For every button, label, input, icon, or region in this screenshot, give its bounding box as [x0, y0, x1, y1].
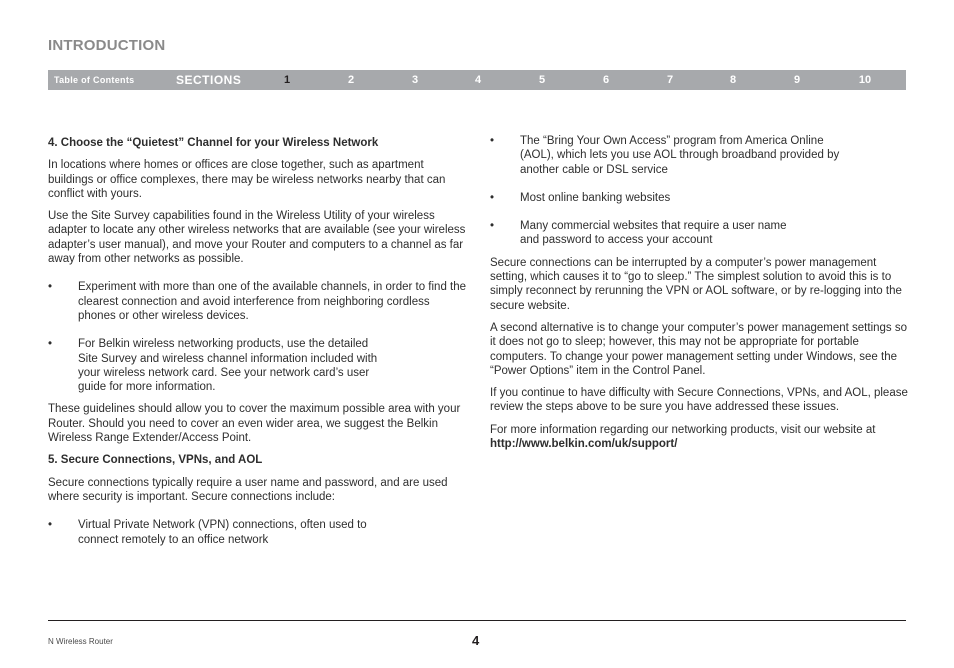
paragraph: These guidelines should allow you to cover the maximum possible area with your Router. Should you need to cover an even wider area, we suggest the Belkin Wireless Range Extender/Access Point.: [48, 403, 461, 445]
bullet-icon: •: [490, 220, 495, 233]
section-link-1[interactable]: 1: [283, 74, 291, 86]
heading-quietest-channel: 4. Choose the “Quietest” Channel for your Wireless Network: [48, 137, 379, 149]
section-nav-bar: [48, 70, 906, 90]
paragraph: Use the Site Survey capabilities found in the Wireless Utility of your wireless adapter to locate any other wireless networks that are available (see your wireless adapter’s user manual), and move your Router and computers to a channel as far away from other networks as possible.: [48, 210, 466, 266]
paragraph: In locations where homes or offices are close together, such as apartment buildings or office complexes, there may be wireless networks nearby that can conflict with yours.: [48, 159, 446, 200]
section-link-6[interactable]: 6: [602, 74, 610, 86]
paragraph: Secure connections typically require a user name and password, and are used where security is important. Secure connections include:: [48, 476, 448, 503]
sections-label: SECTIONS: [176, 73, 242, 87]
section-link-8[interactable]: 8: [729, 74, 737, 86]
left-column: [48, 133, 470, 561]
list-item-text: Most online banking websites: [520, 191, 671, 204]
section-link-7[interactable]: 7: [666, 74, 674, 86]
footer-divider: [48, 620, 906, 621]
support-text: For more information regarding our networking products, visit our website at: [490, 423, 876, 436]
section-link-2[interactable]: 2: [347, 74, 355, 86]
list-item: [490, 134, 850, 177]
list-item: [48, 518, 368, 547]
bullet-icon: •: [48, 519, 53, 532]
section-link-5[interactable]: 5: [538, 74, 546, 86]
section-link-9[interactable]: 9: [793, 74, 801, 86]
paragraph: A second alternative is to change your computer’s power management settings so it does not go to sleep; however, this may not be appropriate for portable computers. To change your power management setting under Windows, see the “Power Options” item in the Control Panel.: [490, 321, 908, 377]
page-section-title: INTRODUCTION: [48, 37, 166, 54]
list-item: [490, 191, 910, 205]
section-link-10[interactable]: 10: [858, 74, 872, 86]
support-link[interactable]: http://www.belkin.com/uk/support/: [490, 438, 678, 451]
list-item: [490, 219, 790, 248]
footer-product-name: N Wireless Router: [48, 637, 113, 646]
bullet-icon: •: [48, 281, 53, 294]
list-item-text: The “Bring Your Own Access” program from America Online (AOL), which lets you use AOL through broadband provided by another cable or DSL service: [520, 135, 840, 176]
list-item-text: Virtual Private Network (VPN) connections, often used to connect remotely to an office network: [78, 519, 367, 546]
heading-secure-connections: 5. Secure Connections, VPNs, and AOL: [48, 454, 263, 467]
section-link-4[interactable]: 4: [474, 74, 482, 86]
list-item-text: Experiment with more than one of the available channels, in order to find the clearest connection and avoid interference from neighboring cordless phones or other wireless devices.: [78, 281, 467, 322]
table-of-contents-link[interactable]: Table of Contents: [54, 75, 135, 85]
page-number: 4: [472, 633, 480, 648]
bullet-icon: •: [490, 191, 495, 204]
section-link-3[interactable]: 3: [411, 74, 419, 86]
right-column: [490, 134, 910, 459]
list-item: [48, 280, 470, 323]
list-item-text: For Belkin wireless networking products, use the detailed Site Survey and wireless channel information included with your wireless network card. See your network card’s user guide for more information.: [78, 338, 378, 394]
paragraph-support: [490, 423, 910, 452]
paragraph: Secure connections can be interrupted by a computer’s power management setting, which causes it to “go to sleep.” The simplest solution to avoid this is to simply reconnect by rerunning the VPN or AOL software, or by re-logging into the secure website.: [490, 256, 902, 312]
list-item-text: Many commercial websites that require a user name and password to access your account: [520, 220, 787, 247]
list-item: [48, 337, 388, 394]
bullet-icon: •: [490, 135, 495, 147]
bullet-icon: •: [48, 338, 53, 351]
paragraph: If you continue to have difficulty with Secure Connections, VPNs, and AOL, please review the steps above to be sure you have addressed these issues.: [490, 387, 908, 414]
